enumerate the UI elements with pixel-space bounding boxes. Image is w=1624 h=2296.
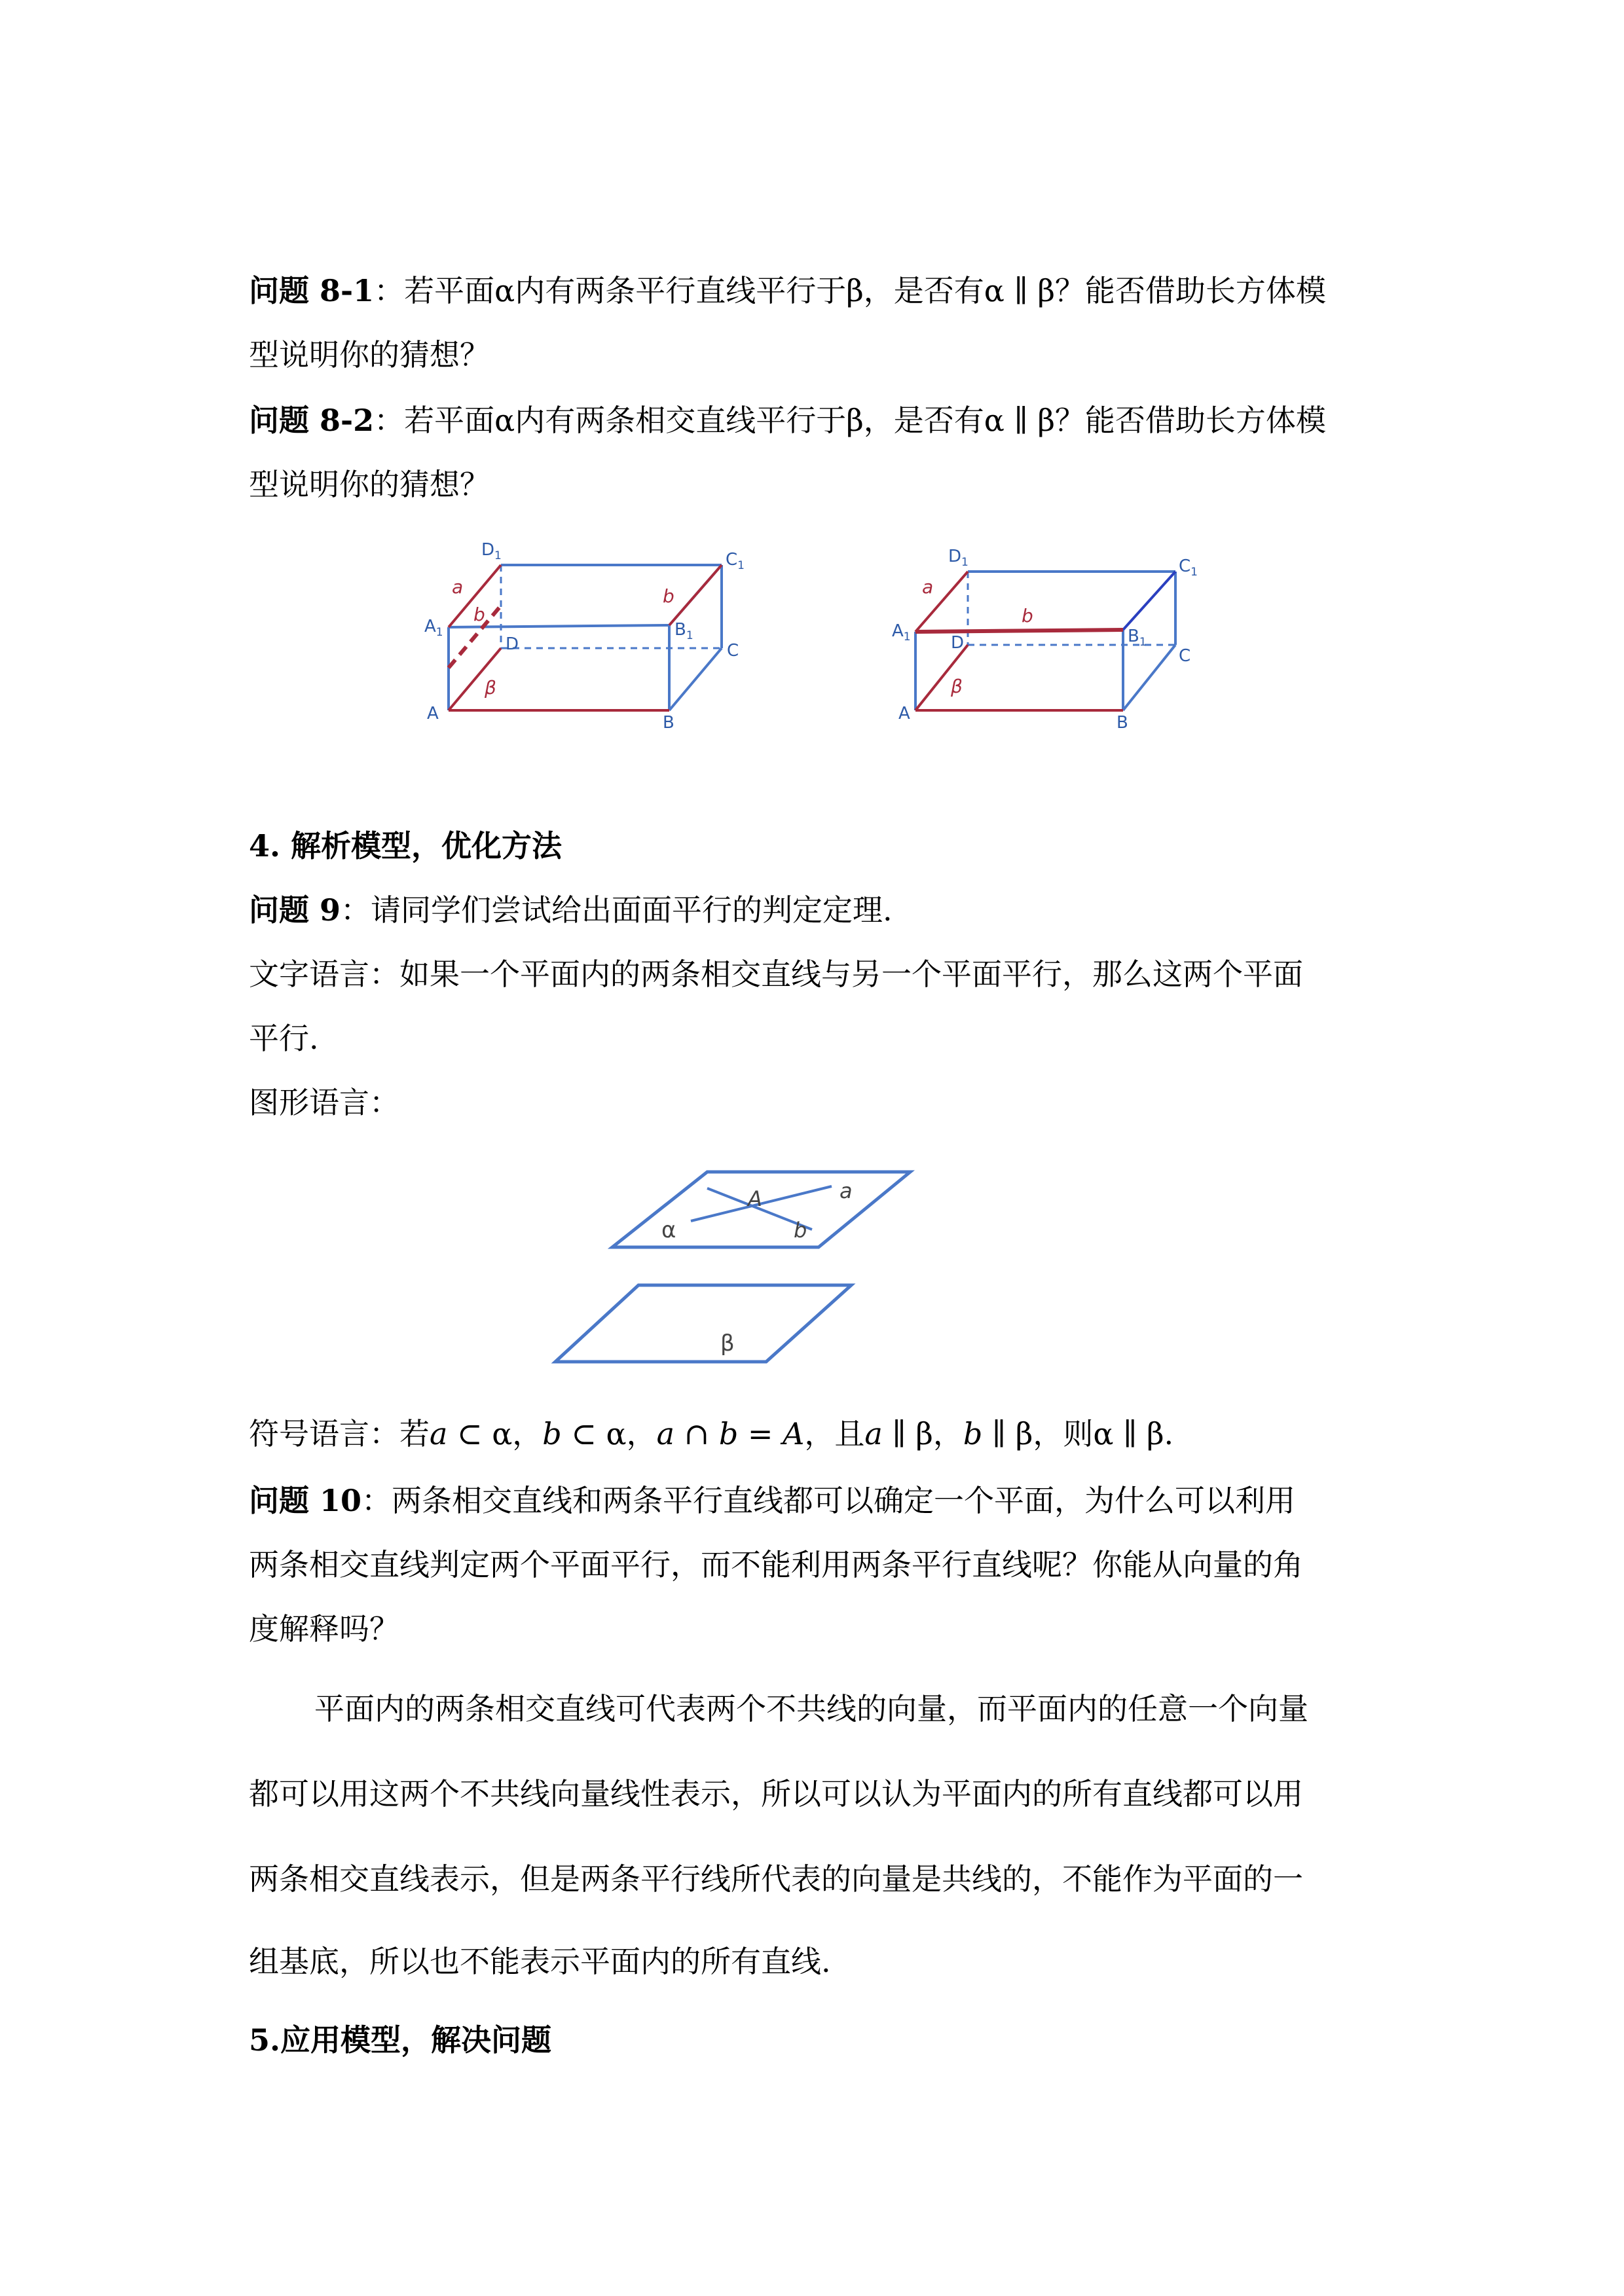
label-c: C [1179,646,1191,666]
graphic-language-label: 图形语言： [249,1085,399,1120]
symbol-text: ∥ β，则α ∥ β. [982,1416,1174,1451]
symbol-text: = [738,1416,783,1451]
label-c: C [727,641,739,661]
symbol-text: ⊂ α， [561,1416,657,1451]
symbol-text: ∥ β， [882,1416,963,1451]
symbol-a: a [656,1416,675,1451]
label-d: D [506,634,519,654]
symbol-A: A [783,1416,805,1451]
label-c1: $C_1$ [726,550,745,572]
word-language-line1: 文字语言：如果一个平面内的两条相交直线与另一个平面平行，那么这两个平面 [249,957,1303,992]
section-4-heading: 4. 解析模型，优化方法 [249,828,563,864]
plane-label-alpha: α [661,1217,676,1243]
q8-1-line1 [249,271,1326,310]
answer-line4: 组基底，所以也不能表示平面内的所有直线. [249,1944,831,1979]
q8-1-label: 问题 8-1 [249,273,375,308]
label-c1: $C_1$ [1179,556,1198,579]
q10-line2: 两条相交直线判定两个平面平行，而不能利用两条平行直线呢？你能从向量的角 [249,1547,1303,1582]
plane-label-line-b: b [794,1218,807,1243]
q8-2-line1 [249,401,1326,440]
q9-text: ：请同学们尝试给出面面平行的判定定理. [341,892,893,928]
label-b1: $B_1$ [674,620,693,642]
q9-line [249,890,893,930]
answer-line3: 两条相交直线表示，但是两条平行线所代表的向量是共线的，不能作为平面的一 [249,1861,1303,1897]
answer-line1: 平面内的两条相交直线可代表两个不共线的向量，而平面内的任意一个向量 [314,1691,1308,1726]
symbol-b: b [963,1416,983,1451]
symbol-text: ，且 [804,1416,865,1451]
q10-text: ：两条相交直线和两条平行直线都可以确定一个平面，为什么可以利用 [361,1483,1296,1518]
symbol-a: a [430,1416,448,1451]
label-line-a: a [922,576,934,598]
label-b: B [663,713,674,733]
symbol-b: b [542,1416,562,1451]
label-a: A [427,704,439,723]
q9-label: 问题 9 [249,892,341,928]
symbol-b: b [718,1416,739,1451]
label-line-a: a [452,576,464,598]
symbol-text: ⊂ α， [447,1416,543,1451]
word-language-line2: 平行. [249,1021,319,1056]
label-a1: $A_1$ [424,617,443,639]
symbol-text: ∩ [674,1416,719,1451]
q8-1-line2: 型说明你的猜想？ [249,337,490,373]
parallel-planes-figure [544,1159,936,1375]
plane-label-line-a: a [840,1178,853,1203]
label-d1: $D_1$ [481,540,502,562]
label-d1: $D_1$ [948,547,969,569]
q8-2-label: 问题 8-2 [249,403,375,438]
q10-line1 [249,1481,1295,1520]
q8-2-line2: 型说明你的猜想？ [249,467,490,502]
label-plane-beta: β [485,677,496,699]
label-line-b-top: b [663,585,674,607]
box-figure-parallel-lines [419,530,760,740]
symbol-language [249,1414,1173,1453]
label-a1: $A_1$ [892,621,911,644]
label-line-b-dashed: b [473,604,485,625]
section-5-heading: 5.应用模型，解决问题 [249,2022,552,2058]
label-plane-beta: β [951,676,963,697]
q10-label: 问题 10 [249,1483,362,1518]
q10-line3: 度解释吗？ [249,1611,399,1647]
plane-label-a-point: A [748,1186,762,1211]
label-a: A [898,704,910,723]
answer-line2: 都可以用这两个不共线向量线性表示，所以可以认为平面内的所有直线都可以用 [249,1776,1303,1812]
symbol-prefix: 符号语言：若 [249,1416,430,1451]
label-d: D [951,633,965,653]
symbol-a: a [864,1416,883,1451]
plane-label-beta: β [720,1330,735,1357]
box-figure-intersecting-lines [884,530,1211,740]
q8-1-text: ：若平面α内有两条平行直线平行于β，是否有α ∥ β？能否借助长方体模 [374,273,1326,308]
label-b: B [1116,713,1128,733]
label-line-b: b [1022,605,1033,627]
label-b1: $B_1$ [1128,627,1147,649]
q8-2-text: ：若平面α内有两条相交直线平行于β，是否有α ∥ β？能否借助长方体模 [374,403,1326,438]
